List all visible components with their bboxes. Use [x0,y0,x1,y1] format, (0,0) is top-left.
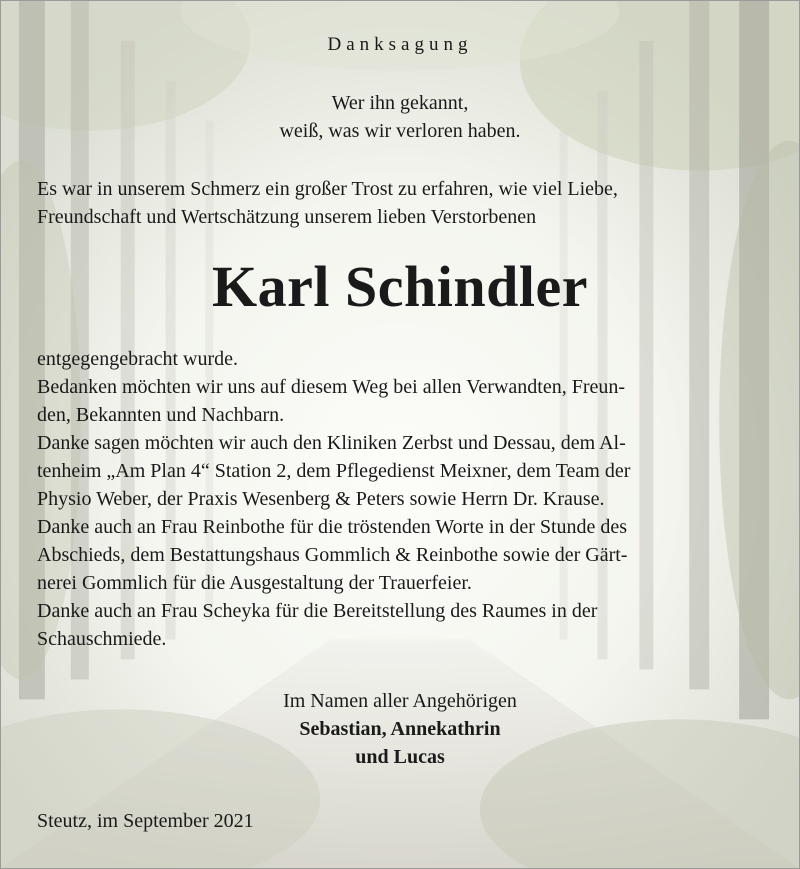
place-date: Steutz, im September 2021 [37,810,254,832]
body-line: den, Bekannten und Nachbarn. [37,404,285,426]
intro-paragraph [37,175,763,231]
notice-heading: Danksagung [327,34,473,55]
family-names: und Lucas [355,746,445,768]
intro-line: Freundschaft und Wertschätzung unserem lieben Verstorbenen [37,206,537,228]
notice-content [1,33,799,835]
body-line: Abschieds, dem Bestattungshaus Gommlich & Reinbothe sowie der Gärt- [37,544,628,566]
body-line: Bedanken möchten wir uns auf diesem Weg bei allen Verwandten, Freun- [37,376,626,398]
signoff-line: Im Namen aller Angehörigen [283,690,517,712]
quote-line: Wer ihn gekannt, [331,92,469,114]
body-line: entgegengebracht wurde. [37,348,239,370]
body-line: Schauschmiede. [37,628,167,650]
body-line: Danke auch an Frau Reinbothe für die tröstenden Worte in der Stunde des [37,516,628,538]
family-names: Sebastian, Annekathrin [299,718,501,740]
body-line: Physio Weber, der Praxis Wesenberg & Peters sowie Herrn Dr. Krause. [37,488,605,510]
quote-line: weiß, was wir verloren haben. [279,120,521,142]
intro-line: Es war in unserem Schmerz ein großer Trost zu erfahren, wie viel Liebe, [37,178,618,200]
body-line: tenheim „Am Plan 4“ Station 2, dem Pflegedienst Meixner, dem Team der [37,460,631,482]
signoff [37,687,763,771]
body-line: nerei Gommlich für die Ausgestaltung der Trauerfeier. [37,572,472,594]
deceased-name: Karl Schindler [212,254,588,319]
body-line: Danke auch an Frau Scheyka für die Bereitstellung des Raumes in der [37,600,598,622]
body-line: Danke sagen möchten wir auch den Kliniken Zerbst und Dessau, dem Al- [37,432,626,454]
thanks-body [37,345,763,653]
memorial-quote [37,89,763,145]
